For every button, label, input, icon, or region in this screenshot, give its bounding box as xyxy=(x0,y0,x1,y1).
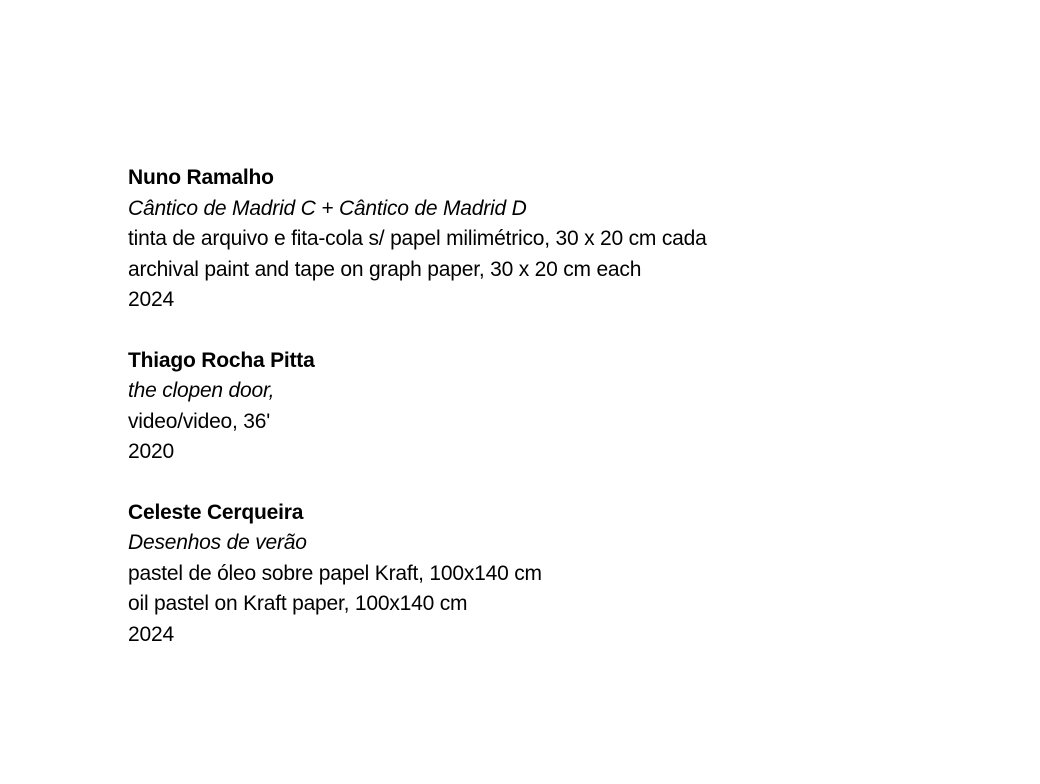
artist-name: Thiago Rocha Pitta xyxy=(128,348,315,372)
artwork-year: 2024 xyxy=(128,622,174,646)
artwork-entry xyxy=(128,346,1008,468)
artwork-entry xyxy=(128,498,1008,651)
artist-name: Nuno Ramalho xyxy=(128,166,274,189)
artwork-title: the clopen door, xyxy=(128,379,275,402)
artwork-year: 2020 xyxy=(128,440,174,463)
artwork-medium-en: oil pastel on Kraft paper, 100x140 cm xyxy=(128,592,468,615)
artwork-entry xyxy=(128,163,1008,316)
artist-name: Celeste Cerqueira xyxy=(128,500,304,524)
artwork-medium-pt: tinta de arquivo e fita-cola s/ papel milimétrico, 30 x 20 cm cada xyxy=(128,227,707,250)
artwork-medium-en: archival paint and tape on graph paper, 30 x 20 cm each xyxy=(128,257,642,281)
artwork-year: 2024 xyxy=(128,288,174,311)
artwork-title: Cântico de Madrid C + Cântico de Madrid D xyxy=(128,196,527,220)
artwork-medium: video/video, 36' xyxy=(128,409,271,433)
artwork-caption-list xyxy=(128,163,1008,680)
artwork-title: Desenhos de verão xyxy=(128,531,307,554)
artwork-medium-pt: pastel de óleo sobre papel Kraft, 100x140 cm xyxy=(128,561,542,585)
